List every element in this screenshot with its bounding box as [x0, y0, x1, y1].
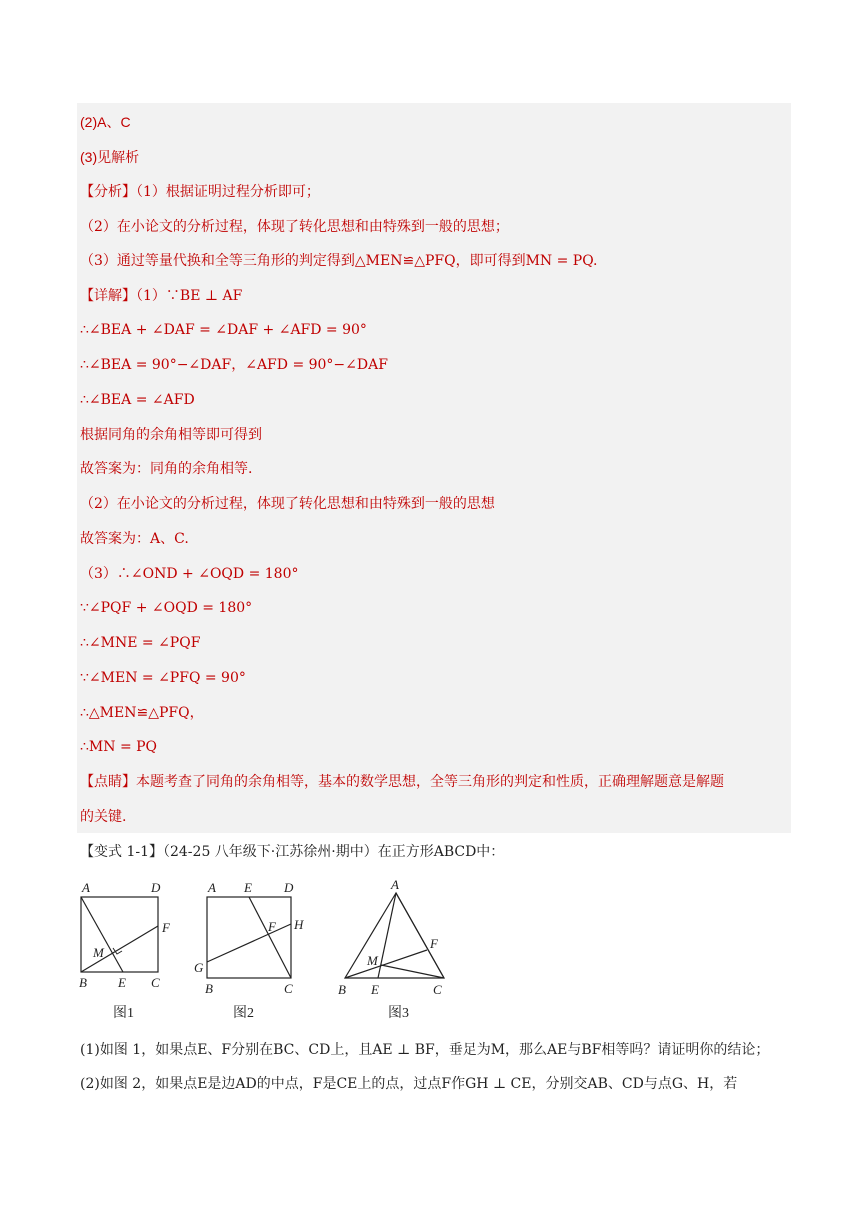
fig3-label-c: C [433, 982, 442, 997]
fig2-label-c: C [284, 981, 293, 996]
fig3-caption: 图3 [388, 1006, 409, 1021]
variant-heading: 【变式 1-1】（24-25 八年级下·江苏徐州·期中）在正方形ABCD中： [80, 844, 505, 860]
detail-line-10: ∵∠PQF + ∠OQD = 180° [80, 600, 253, 616]
fig2-label-g: G [194, 960, 204, 975]
analysis-line-2: （2）在小论文的分析过程，体现了转化思想和由特殊到一般的思想； [80, 219, 509, 235]
fig1-label-f: F [162, 920, 170, 935]
detail-line-2: ∴∠BEA + ∠DAF = ∠DAF + ∠AFD = 90° [80, 322, 367, 338]
fig1-square [81, 897, 158, 972]
detail-line-7: （2）在小论文的分析过程，体现了转化思想和由特殊到一般的思想 [80, 496, 495, 512]
fig1-label-b: B [79, 975, 87, 990]
comment-text-1: 本题考查了同角的余角相等，基本的数学思想，全等三角形的判定和性质，正确理解题意是解题 [136, 774, 724, 790]
fig1-line-ae [81, 897, 123, 972]
fig1-label-d: D [151, 880, 161, 895]
analysis-line-3: （3）通过等量代换和全等三角形的判定得到△MEN≌△PFQ，即可得到MN = PQ. [80, 253, 598, 269]
fig3-label-b: B [338, 982, 346, 997]
figure-1 [79, 880, 171, 1021]
fig1-label-a: A [82, 880, 90, 895]
answer-part3: (3)见解析 [80, 149, 140, 165]
fig3-label-e: E [371, 982, 379, 997]
fig2-line-ec [249, 897, 291, 978]
fig1-caption: 图1 [113, 1006, 134, 1021]
fig2-square [207, 897, 291, 978]
fig3-label-a: A [391, 877, 399, 892]
fig2-label-d: D [284, 880, 294, 895]
detail-line-8: 故答案为：A、C. [80, 531, 189, 547]
answer-part2: (2)A、C [80, 114, 131, 130]
detail-line-5: 根据同角的余角相等即可得到 [80, 427, 262, 443]
detail-text-1: （1）∵BE ⊥ AF [136, 288, 243, 304]
fig3-label-f: F [430, 936, 438, 951]
figure-2 [194, 880, 304, 1021]
fig2-label-b: B [205, 981, 213, 996]
analysis-text-1: （1）根据证明过程分析即可； [136, 184, 320, 200]
fig3-label-m: M [367, 953, 378, 968]
fig2-label-h: H [294, 917, 304, 932]
detail-line-14: ∴MN = PQ [80, 739, 158, 755]
detail-line-3: ∴∠BEA = 90°−∠DAF，∠AFD = 90°−∠DAF [80, 357, 388, 373]
detail-line-4: ∴∠BEA = ∠AFD [80, 392, 195, 408]
fig1-label-e: E [118, 975, 126, 990]
comment-line-2: 的关键. [80, 809, 127, 825]
fig1-label-m: M [93, 945, 104, 960]
fig2-caption: 图2 [233, 1006, 254, 1021]
fig2-label-a: A [208, 880, 216, 895]
comment-tag: 【点睛】 [80, 774, 136, 790]
fig3-line-bf [345, 950, 427, 978]
fig2-label-f: F [268, 919, 276, 934]
fig1-label-c: C [151, 975, 160, 990]
fig2-label-e: E [244, 880, 252, 895]
analysis-tag: 【分析】 [80, 184, 136, 200]
question-2: (2)如图 2，如果点E是边AD的中点，F是CE上的点，过点F作GH ⊥ CE，分别交AB、CD与点G、H，若 [80, 1076, 738, 1092]
detail-tag: 【详解】 [80, 288, 136, 304]
detail-line-1 [80, 286, 242, 306]
geometry-figures [76, 874, 456, 1024]
detail-line-13: ∴△MEN≌△PFQ， [80, 705, 204, 721]
analysis-line-1 [80, 182, 320, 202]
detail-line-9: （3）∴∠OND + ∠OQD = 180° [80, 566, 299, 582]
question-1: (1)如图 1，如果点E、F分别在BC、CD上，且AE ⊥ BF，垂足为M，那么AE与BF相等吗？请证明你的结论； [80, 1042, 770, 1058]
fig2-line-gh [207, 924, 291, 962]
figure-3 [338, 877, 444, 1021]
detail-line-6: 故答案为：同角的余角相等. [80, 461, 253, 477]
detail-line-11: ∴∠MNE = ∠PQF [80, 635, 201, 651]
fig3-line-mc [381, 965, 444, 978]
comment-line-1 [80, 772, 724, 792]
detail-line-12: ∵∠MEN = ∠PFQ = 90° [80, 670, 246, 686]
